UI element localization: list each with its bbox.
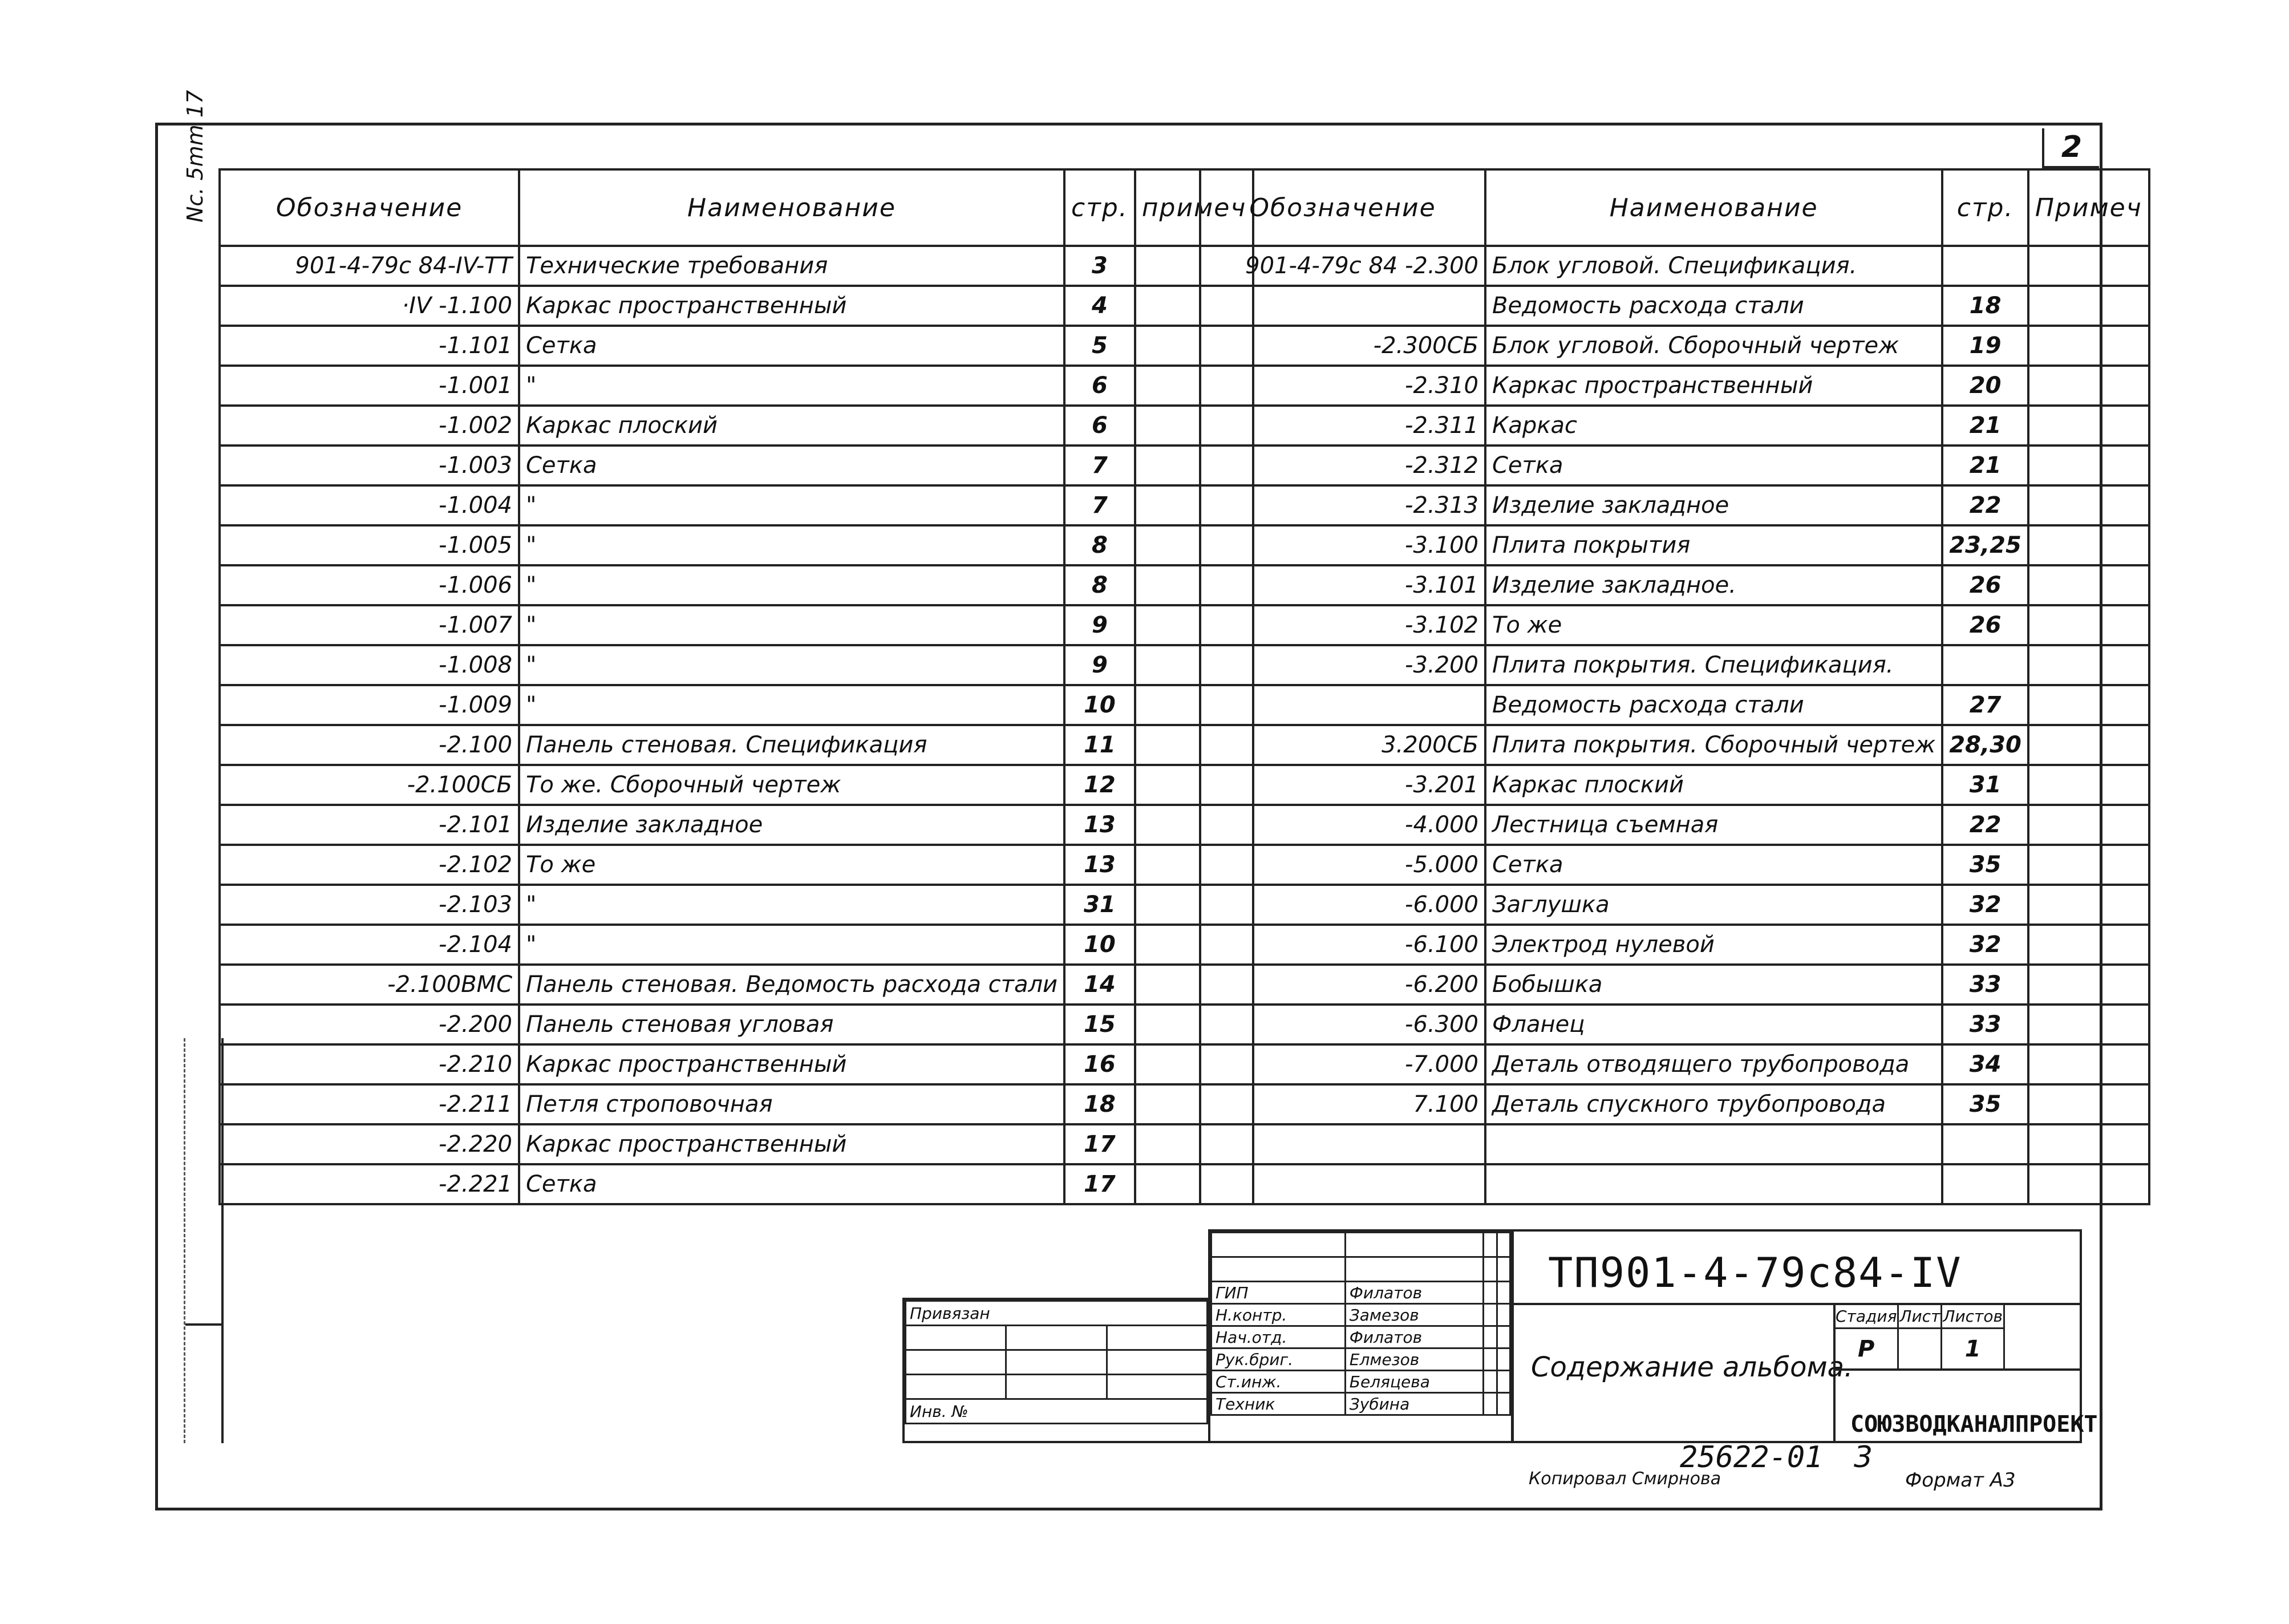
table-row	[220, 1164, 1253, 1204]
cell-name: Ведомость расхода стали	[1485, 286, 1942, 326]
cell-page: 26	[1942, 565, 2028, 605]
cell-page: 21	[1942, 406, 2028, 446]
signature-row	[1212, 1282, 1510, 1304]
table-row	[220, 485, 1253, 525]
cell-name: Блок угловой. Сборочный чертеж	[1485, 326, 1942, 366]
table-row	[220, 965, 1253, 1005]
table-row	[220, 1044, 1253, 1084]
table-row	[220, 406, 1253, 446]
table-row	[220, 525, 1253, 565]
signature-mark	[1484, 1348, 1497, 1371]
cell-page: 8	[1064, 525, 1135, 565]
cell-code: -2.210	[220, 1044, 519, 1084]
cell-note	[2028, 805, 2149, 845]
table-row	[220, 805, 1253, 845]
cell-name: Фланец	[1485, 1005, 1942, 1044]
header-page: стр.	[1942, 169, 2028, 246]
table-row	[220, 366, 1253, 406]
cell-note	[2028, 406, 2149, 446]
cell-code: -1.009	[220, 685, 519, 725]
cell-code: 7.100	[1200, 1084, 1485, 1124]
cell-note	[2028, 1005, 2149, 1044]
cell-code: -3.101	[1200, 565, 1485, 605]
table-row	[1200, 525, 2149, 565]
header-page: стр.	[1064, 169, 1135, 246]
cell-code: 901-4-79с 84 -2.300	[1200, 246, 1485, 286]
cell-name: "	[519, 565, 1064, 605]
cell-code: -2.211	[220, 1084, 519, 1124]
signature-mark	[1484, 1282, 1497, 1304]
table-row	[220, 565, 1253, 605]
cell-code: -2.103	[220, 885, 519, 925]
cell-code: 3.200СБ	[1200, 725, 1485, 765]
cell-name: То же	[519, 845, 1064, 885]
cell-note	[2028, 925, 2149, 965]
cell-code: -3.100	[1200, 525, 1485, 565]
cell-code: -3.200	[1200, 645, 1485, 685]
cell-code: -1.004	[220, 485, 519, 525]
cell-name: Каркас пространственный	[519, 1044, 1064, 1084]
sheet-value	[1898, 1329, 1942, 1370]
signature-row	[1212, 1304, 1510, 1326]
cell-name: Каркас	[1485, 406, 1942, 446]
table-row	[1200, 485, 2149, 525]
cell-name: Каркас плоский	[519, 406, 1064, 446]
cell-name: "	[519, 485, 1064, 525]
signature-date	[1497, 1282, 1510, 1304]
cell-name: Каркас пространственный	[1485, 366, 1942, 406]
cell-page: 16	[1064, 1044, 1135, 1084]
toc-right-table	[1199, 168, 2150, 1205]
cell-code: -1.007	[220, 605, 519, 645]
cell-note	[2028, 645, 2149, 685]
cell-code: -2.102	[220, 845, 519, 885]
cell-page: 35	[1942, 1084, 2028, 1124]
sheets-value: 1	[1942, 1329, 2004, 1370]
cell-note	[2028, 525, 2149, 565]
cell-name: То же	[1485, 605, 1942, 645]
cell-code: -2.311	[1200, 406, 1485, 446]
signature-date	[1497, 1348, 1510, 1371]
cell-code: -3.201	[1200, 765, 1485, 805]
cell-note	[2028, 485, 2149, 525]
cell-code: -1.006	[220, 565, 519, 605]
cell-name: "	[519, 605, 1064, 645]
header-note: Примеч	[2028, 169, 2149, 246]
cell-note	[2028, 246, 2149, 286]
cell-code: -3.102	[1200, 605, 1485, 645]
signature-name: Филатов	[1345, 1282, 1484, 1304]
table-row	[1200, 246, 2149, 286]
cell-code: -2.104	[220, 925, 519, 965]
cell-name: Панель стеновая. Ведомость расхода стали	[519, 965, 1064, 1005]
table-row	[1200, 326, 2149, 366]
signature-date	[1497, 1304, 1510, 1326]
signature-role: ГИП	[1212, 1282, 1346, 1304]
cell-page: 5	[1064, 326, 1135, 366]
signature-mark	[1484, 1304, 1497, 1326]
cell-code: -2.100СБ	[220, 765, 519, 805]
table-row	[1200, 765, 2149, 805]
cell-page: 27	[1942, 685, 2028, 725]
header-code: Обозначение	[1200, 169, 1485, 246]
side-note: Nc. 5mm 17	[183, 90, 208, 222]
signature-row	[1212, 1371, 1510, 1393]
cell-page: 31	[1942, 765, 2028, 805]
cell-name: Заглушка	[1485, 885, 1942, 925]
cell-page: 15	[1064, 1005, 1135, 1044]
signature-block	[1208, 1229, 1513, 1443]
cell-page: 19	[1942, 326, 2028, 366]
cell-name: Деталь спускного трубопровода	[1485, 1084, 1942, 1124]
cell-page: 6	[1064, 366, 1135, 406]
table-row	[1200, 1005, 2149, 1044]
signature-role: Рук.бриг.	[1212, 1348, 1346, 1371]
cell-name: Ведомость расхода стали	[1485, 685, 1942, 725]
cell-note	[2028, 446, 2149, 485]
cell-code	[1200, 1164, 1485, 1204]
cell-code: -1.002	[220, 406, 519, 446]
cell-name: Лестница съемная	[1485, 805, 1942, 845]
signature-row	[1212, 1393, 1510, 1415]
cell-page: 7	[1064, 485, 1135, 525]
drawing-subject: Содержание альбома.	[1531, 1351, 1853, 1383]
cell-code: 901-4-79с 84-IV-ТТ	[220, 246, 519, 286]
cell-page: 6	[1064, 406, 1135, 446]
cell-code: -6.000	[1200, 885, 1485, 925]
title-block	[1512, 1229, 2098, 1443]
cell-code: -2.100ВМС	[220, 965, 519, 1005]
table-row	[220, 286, 1253, 326]
cell-name: Электрод нулевой	[1485, 925, 1942, 965]
cell-name: "	[519, 685, 1064, 725]
cell-page: 14	[1064, 965, 1135, 1005]
cell-code: -6.300	[1200, 1005, 1485, 1044]
cell-code: -1.003	[220, 446, 519, 485]
cell-page: 13	[1064, 845, 1135, 885]
signature-name: Елмезов	[1345, 1348, 1484, 1371]
cell-page: 23,25	[1942, 525, 2028, 565]
table-row	[1200, 845, 2149, 885]
cell-name: Каркас пространственный	[519, 1124, 1064, 1164]
cell-page: 9	[1064, 605, 1135, 645]
cell-page: 32	[1942, 925, 2028, 965]
stage-value: Р	[1834, 1329, 1898, 1370]
cell-page: 3	[1064, 246, 1135, 286]
cell-page: 33	[1942, 965, 2028, 1005]
linked-label: Привязан	[906, 1301, 1208, 1326]
cell-note	[2028, 1164, 2149, 1204]
cell-name: Бобышка	[1485, 965, 1942, 1005]
cell-page	[1942, 246, 2028, 286]
cell-page	[1942, 1164, 2028, 1204]
cell-page: 17	[1064, 1164, 1135, 1204]
table-row	[220, 246, 1253, 286]
inv-label: Инв. №	[906, 1399, 1208, 1424]
header-name: Наименование	[519, 169, 1064, 246]
cell-code: -1.101	[220, 326, 519, 366]
toc-left-table	[218, 168, 1254, 1205]
header-name: Наименование	[1485, 169, 1942, 246]
cell-code	[1200, 1124, 1485, 1164]
cell-page: 31	[1064, 885, 1135, 925]
cell-code: ·IV -1.100	[220, 286, 519, 326]
cell-page: 34	[1942, 1044, 2028, 1084]
cell-page	[1942, 645, 2028, 685]
cell-page: 20	[1942, 366, 2028, 406]
cell-code: -1.001	[220, 366, 519, 406]
signature-mark	[1484, 1326, 1497, 1348]
cell-note	[2028, 1044, 2149, 1084]
cell-page: 10	[1064, 925, 1135, 965]
table-row	[1200, 565, 2149, 605]
cell-page: 32	[1942, 885, 2028, 925]
table-row	[1200, 1164, 2149, 1204]
cell-name: Каркас плоский	[1485, 765, 1942, 805]
cell-page: 18	[1064, 1084, 1135, 1124]
cell-code: -2.220	[220, 1124, 519, 1164]
signature-date	[1497, 1326, 1510, 1348]
signature-name: Беляцева	[1345, 1371, 1484, 1393]
cell-page: 9	[1064, 645, 1135, 685]
cell-note	[2028, 1084, 2149, 1124]
cell-code: -6.200	[1200, 965, 1485, 1005]
cell-name: Деталь отводящего трубопровода	[1485, 1044, 1942, 1084]
toc-left-header-row	[220, 169, 1253, 246]
table-row	[1200, 885, 2149, 925]
header-code: Обозначение	[220, 169, 519, 246]
cell-page: 28,30	[1942, 725, 2028, 765]
cell-code: -2.312	[1200, 446, 1485, 485]
organization: СОЮЗВОДКАНАЛПРОЕКТ	[1850, 1411, 2098, 1437]
cell-page: 21	[1942, 446, 2028, 485]
table-row	[1200, 446, 2149, 485]
stage-table	[1833, 1303, 2005, 1371]
cell-name: Плита покрытия. Спецификация.	[1485, 645, 1942, 685]
cell-page: 26	[1942, 605, 2028, 645]
cell-code: -2.313	[1200, 485, 1485, 525]
cell-note	[2028, 1124, 2149, 1164]
cell-code: -2.310	[1200, 366, 1485, 406]
cell-name: Изделие закладное	[519, 805, 1064, 845]
cell-name: Петля строповочная	[519, 1084, 1064, 1124]
table-row	[1200, 965, 2149, 1005]
cell-page: 13	[1064, 805, 1135, 845]
cell-code: -2.221	[220, 1164, 519, 1204]
cell-code: -5.000	[1200, 845, 1485, 885]
cell-note	[2028, 885, 2149, 925]
cell-name: То же. Сборочный чертеж	[519, 765, 1064, 805]
cell-page: 10	[1064, 685, 1135, 725]
table-row	[220, 685, 1253, 725]
cell-note	[2028, 965, 2149, 1005]
cell-name: Сетка	[519, 1164, 1064, 1204]
signature-mark	[1484, 1371, 1497, 1393]
cell-code: -7.000	[1200, 1044, 1485, 1084]
cell-code: -1.005	[220, 525, 519, 565]
table-row	[1200, 1124, 2149, 1164]
signature-role: Нач.отд.	[1212, 1326, 1346, 1348]
cell-page: 11	[1064, 725, 1135, 765]
signature-mark	[1484, 1393, 1497, 1415]
signature-name: Филатов	[1345, 1326, 1484, 1348]
signature-row	[1212, 1326, 1510, 1348]
signature-date	[1497, 1371, 1510, 1393]
table-row	[1200, 366, 2149, 406]
signature-row	[1212, 1348, 1510, 1371]
cell-name: "	[519, 885, 1064, 925]
header-note: примеч	[1135, 169, 1254, 246]
cell-note	[2028, 765, 2149, 805]
table-row	[1200, 286, 2149, 326]
cell-page: 33	[1942, 1005, 2028, 1044]
cell-name: Панель стеновая угловая	[519, 1005, 1064, 1044]
table-row	[220, 326, 1253, 366]
table-row	[220, 605, 1253, 645]
cell-page: 22	[1942, 485, 2028, 525]
signature-name: Замезов	[1345, 1304, 1484, 1326]
cell-page: 8	[1064, 565, 1135, 605]
table-row	[1200, 805, 2149, 845]
cell-name: "	[519, 925, 1064, 965]
signature-name: Зубина	[1345, 1393, 1484, 1415]
cell-page: 7	[1064, 446, 1135, 485]
cell-name	[1485, 1124, 1942, 1164]
cell-name: Сетка	[1485, 845, 1942, 885]
table-row	[1200, 725, 2149, 765]
cell-name: Каркас пространственный	[519, 286, 1064, 326]
cell-name: Изделие закладное	[1485, 485, 1942, 525]
cell-code: -2.101	[220, 805, 519, 845]
binding-strip	[184, 1038, 224, 1443]
cell-name: "	[519, 525, 1064, 565]
table-row	[1200, 605, 2149, 645]
cell-name: Блок угловой. Спецификация.	[1485, 246, 1942, 286]
sheet-header: Лист	[1898, 1304, 1942, 1329]
cell-page: 12	[1064, 765, 1135, 805]
table-row	[1200, 645, 2149, 685]
cell-code	[1200, 286, 1485, 326]
copied-by: Копировал Смирнова	[1529, 1469, 1721, 1489]
cell-name: Сетка	[519, 446, 1064, 485]
stage-header: Стадия	[1834, 1304, 1898, 1329]
cell-page: 18	[1942, 286, 2028, 326]
signature-role: Техник	[1212, 1393, 1346, 1415]
cell-name: Панель стеновая. Спецификация	[519, 725, 1064, 765]
cell-code: -1.008	[220, 645, 519, 685]
table-row	[1200, 406, 2149, 446]
table-row	[1200, 925, 2149, 965]
sheets-header: Листов	[1942, 1304, 2004, 1329]
table-row	[220, 925, 1253, 965]
table-row	[220, 645, 1253, 685]
table-row	[220, 885, 1253, 925]
table-row	[220, 446, 1253, 485]
cell-note	[2028, 286, 2149, 326]
cell-code: -2.100	[220, 725, 519, 765]
cell-name: Сетка	[1485, 446, 1942, 485]
cell-name: "	[519, 366, 1064, 406]
cell-note	[2028, 685, 2149, 725]
cell-page: 35	[1942, 845, 2028, 885]
linked-block	[902, 1298, 1210, 1443]
cell-name: Сетка	[519, 326, 1064, 366]
table-row	[1200, 685, 2149, 725]
archive-number: 25622-01	[1680, 1440, 1823, 1475]
cell-note	[2028, 605, 2149, 645]
cell-note	[2028, 366, 2149, 406]
signature-date	[1497, 1393, 1510, 1415]
cell-note	[2028, 565, 2149, 605]
cell-code: -2.300СБ	[1200, 326, 1485, 366]
cell-name: Плита покрытия	[1485, 525, 1942, 565]
cell-note	[2028, 845, 2149, 885]
cell-code	[1200, 685, 1485, 725]
footer-sheet: 3	[1854, 1440, 1873, 1475]
paper-format: Формат А3	[1905, 1469, 2016, 1492]
table-row	[220, 1084, 1253, 1124]
table-row	[1200, 1044, 2149, 1084]
cell-note	[2028, 725, 2149, 765]
cell-name: Технические требования	[519, 246, 1064, 286]
table-row	[220, 765, 1253, 805]
table-row	[220, 1124, 1253, 1164]
project-code: ТП901-4-79с84-IV	[1548, 1249, 1962, 1297]
cell-name: Плита покрытия. Сборочный чертеж	[1485, 725, 1942, 765]
cell-page: 17	[1064, 1124, 1135, 1164]
cell-code: -4.000	[1200, 805, 1485, 845]
table-row	[220, 845, 1253, 885]
table-row	[220, 725, 1253, 765]
cell-name: "	[519, 645, 1064, 685]
signature-role: Н.контр.	[1212, 1304, 1346, 1326]
toc-right-header-row	[1200, 169, 2149, 246]
cell-code: -2.200	[220, 1005, 519, 1044]
cell-page: 4	[1064, 286, 1135, 326]
cell-name	[1485, 1164, 1942, 1204]
cell-code: -6.100	[1200, 925, 1485, 965]
table-row	[220, 1005, 1253, 1044]
table-row	[1200, 1084, 2149, 1124]
cell-page	[1942, 1124, 2028, 1164]
signature-role: Ст.инж.	[1212, 1371, 1346, 1393]
sheet-number: 2	[2042, 128, 2099, 168]
cell-name: Изделие закладное.	[1485, 565, 1942, 605]
cell-page: 22	[1942, 805, 2028, 845]
cell-note	[2028, 326, 2149, 366]
